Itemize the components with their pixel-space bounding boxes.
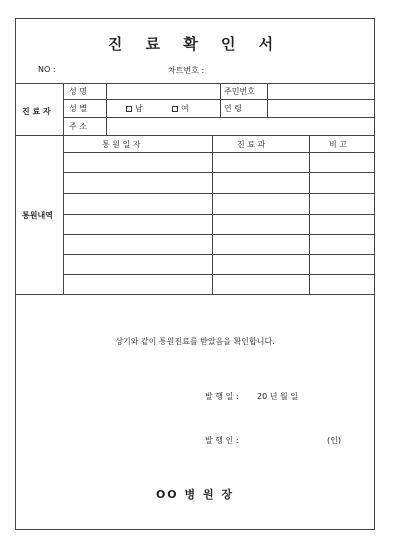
visit-section-label: 통원내역 [22, 211, 53, 220]
visit-remark-header: 비 고 [329, 140, 347, 149]
visit-dept-column-divider [309, 135, 310, 294]
document-no-label: NO : [38, 65, 56, 74]
chart-no-label: 차트번호 : [168, 66, 205, 75]
rrn-label: 주민번호 [224, 87, 255, 96]
sex-female-option[interactable] [172, 103, 189, 114]
visit-date-header: 통 원 일 자 [102, 140, 141, 149]
visit-date-column-divider [212, 135, 213, 294]
table-top-border [16, 83, 374, 84]
certificate-form [15, 18, 375, 530]
visit-row-line [63, 274, 374, 275]
age-label: 연 령 [224, 104, 242, 113]
issue-date-label: 발 행 일 : [205, 392, 239, 401]
confirmation-statement: 상기와 같이 통원진료를 받았음을 확인합니다. [115, 337, 275, 346]
sex-male-option[interactable] [126, 103, 143, 114]
document-title: 진 료 확 인 서 [107, 35, 283, 53]
section-label-divider [63, 83, 64, 294]
rrn-label-right-divider [267, 83, 268, 117]
row-divider-sex [63, 117, 374, 118]
visit-row-line [63, 193, 374, 194]
issuer-label: 발 행 인 : [205, 436, 239, 445]
patient-section-bottom [16, 135, 374, 136]
row-divider-name [63, 99, 374, 100]
visit-row-line [63, 234, 374, 235]
seal-label: (인) [327, 436, 341, 445]
issue-date-value: 20 년 월 일 [257, 392, 298, 401]
female-label: 여 [181, 104, 189, 113]
patient-section-label: 진 료 자 [22, 107, 51, 116]
female-checkbox[interactable] [172, 106, 178, 112]
visit-row-line [63, 254, 374, 255]
address-label: 주 소 [69, 122, 87, 131]
name-label: 성 명 [69, 87, 87, 96]
male-checkbox[interactable] [126, 106, 132, 112]
rrn-label-left-divider [220, 83, 221, 117]
sex-label: 성 별 [69, 104, 87, 113]
visit-row-line [63, 214, 374, 215]
visit-dept-header: 진 료 과 [237, 140, 266, 149]
visit-section-bottom [16, 294, 374, 295]
visit-row-line [63, 172, 374, 173]
visit-header-bottom [63, 152, 374, 153]
male-label: 남 [135, 104, 143, 113]
hospital-director-signature: OO 병 원 장 [155, 488, 235, 501]
field-label-divider [106, 83, 107, 135]
